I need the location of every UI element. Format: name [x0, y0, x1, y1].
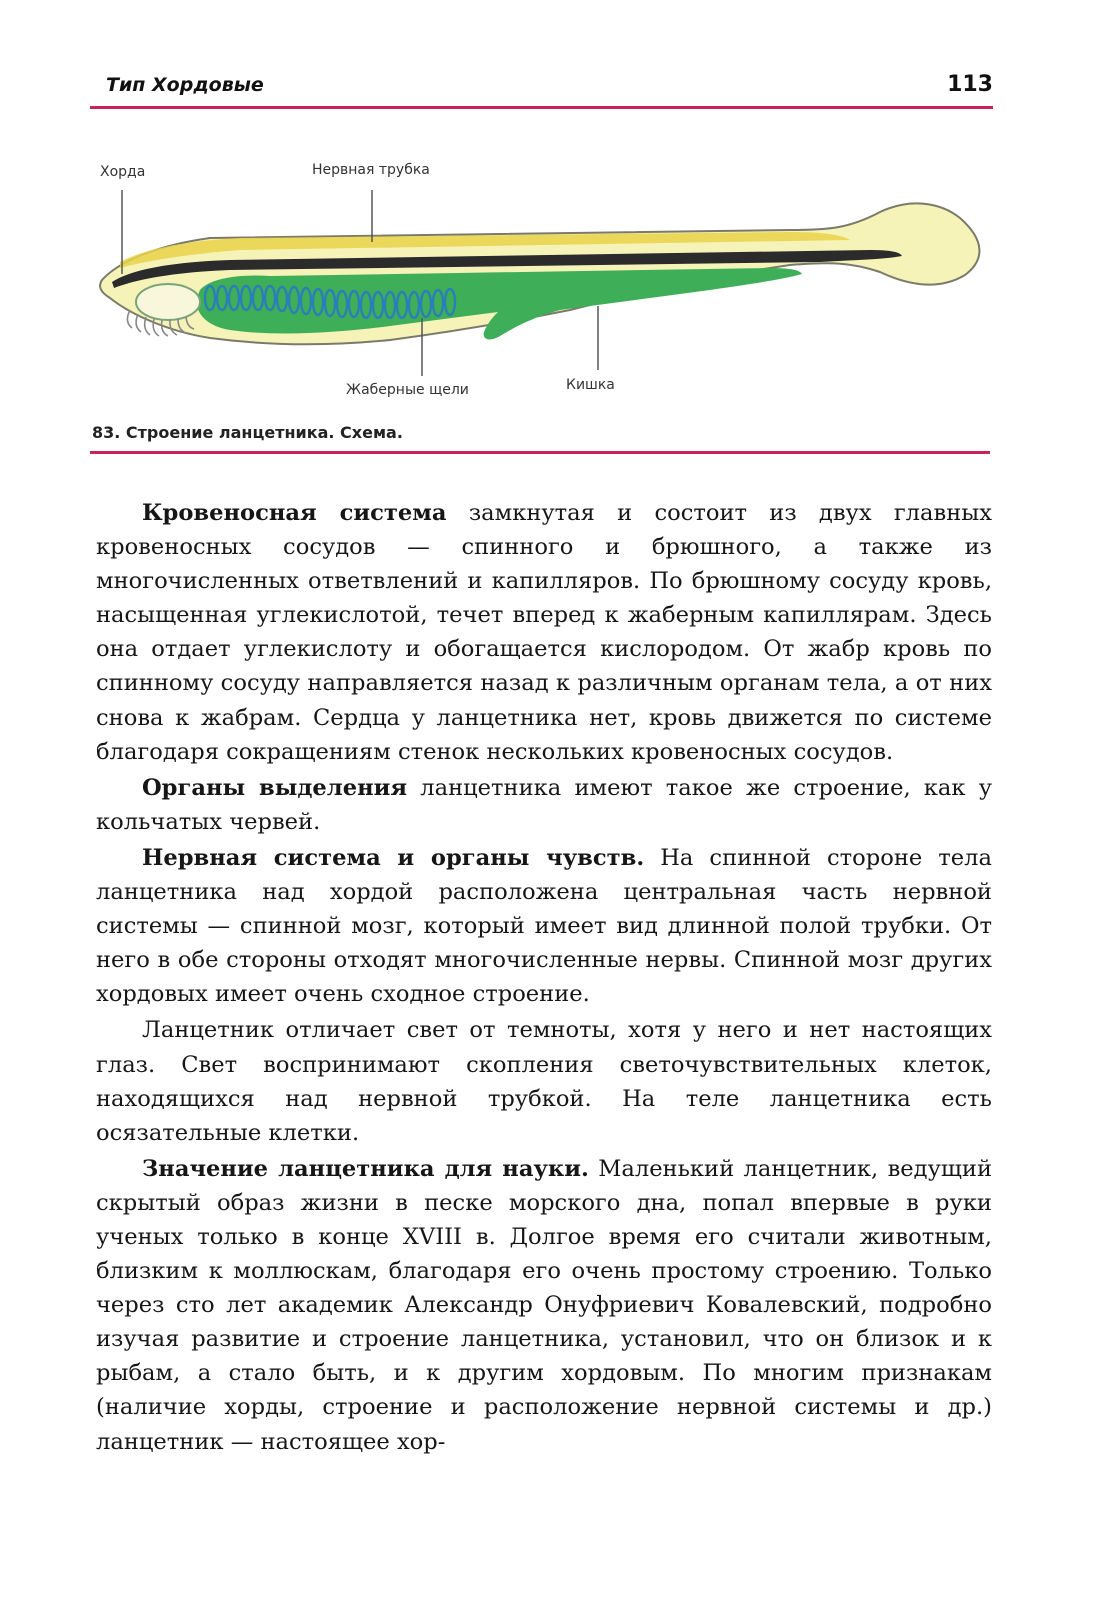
term-circulatory: Кровеносная система	[142, 500, 447, 526]
paragraph-text: На спинной стороне тела ланцетника над хордой расположена центральная часть нервной системы — спинной мозг, который имеет вид длинной полой трубки. От него в обе стороны отходят многочисленные нервы. Спинной мозг других хордовых имеет очень сходное строение.	[96, 844, 992, 1008]
header-rule	[90, 106, 993, 109]
lancelet-figure	[90, 150, 993, 410]
paragraph-text: Ланцетник отличает свет от темноты, хотя у него и нет настоящих глаз. Свет воспринимают скопления светочувствительных клеток, находящихся над нервной трубкой. На теле ланцетника есть осязательные клетки.	[96, 1017, 992, 1146]
figure-caption: 83. Строение ланцетника. Схема.	[92, 423, 403, 442]
term-science: Значение ланцетника для науки.	[142, 1155, 589, 1182]
paragraph-light	[96, 1013, 992, 1149]
label-gill-slits: Жаберные щели	[346, 382, 469, 398]
paragraph-text: ланцетника имеют такое же строение, как у кольчатых червей.	[96, 774, 992, 835]
pharynx-shape	[136, 284, 200, 320]
body-text	[96, 496, 992, 1461]
caption-rule	[90, 451, 990, 454]
paragraph-nervous	[96, 841, 992, 1011]
label-chord: Хорда	[100, 164, 146, 180]
section-title: Тип Хордовые	[106, 74, 264, 96]
paragraph-science	[96, 1152, 992, 1459]
paragraph-circulatory	[96, 496, 992, 769]
lancelet-diagram	[90, 150, 993, 410]
page-number: 113	[947, 72, 993, 97]
running-header	[90, 70, 993, 110]
paragraph-text: замкнутая и состоит из двух главных кровеносных сосудов — спинного и брюшного, а также из многочисленных ответвлений и капилляров. По брюшному сосуду кровь, насыщенная углекислотой, течет вперед к жаберным капиллярам. Здесь она отдает углекислоту и обогащается кислородом. От жабр кровь по спинному сосуду направляется назад к различным органам тела, а от них снова к жабрам. Сердца у ланцетника нет, кровь движется по системе благодаря сокращениям стенок нескольких кровеносных сосудов.	[96, 500, 992, 765]
label-neural-tube: Нервная трубка	[312, 162, 430, 178]
paragraph-text: Маленький ланцетник, ведущий скрытый образ жизни в песке морского дна, попал впервые в руки ученых только в конце XVIII в. Долгое время его считали животным, близким к моллюскам, благодаря его очень простому строению. Только через сто лет академик Александр Онуфриевич Ковалевский, подробно изучая развитие и строение ланцетника, установил, что он близок и к рыбам, а стало быть, и к другим хордовым. По многим признакам (наличие хорды, строение и расположение нервной системы и др.) ланцетник — настоящее хор-	[96, 1155, 992, 1455]
term-nervous: Нервная система и органы чувств.	[142, 844, 645, 871]
paragraph-excretory	[96, 771, 992, 839]
label-gut: Кишка	[566, 377, 615, 393]
term-excretory: Органы выделения	[142, 774, 408, 801]
